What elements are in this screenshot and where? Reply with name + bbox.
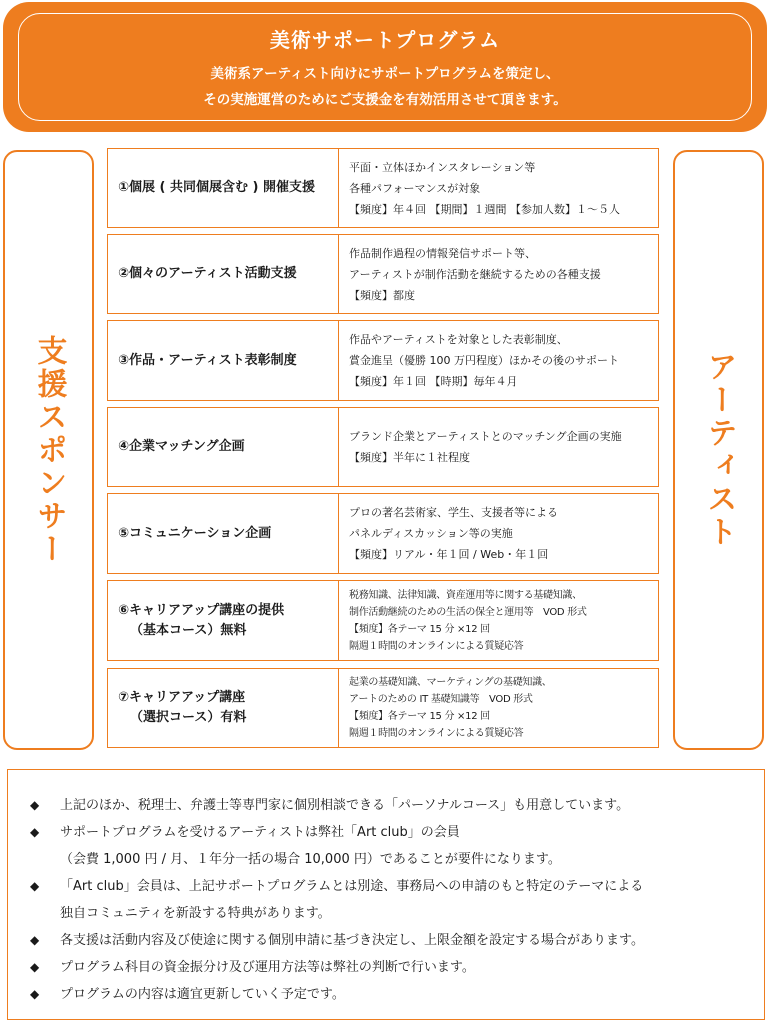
- program-name: [108, 669, 339, 747]
- program-detail-line: 【頻度】各テーマ 15 分 ×12 回: [349, 711, 490, 722]
- diamond-bullet-icon: ◆: [30, 933, 40, 947]
- note-line: プログラムの内容は適宜更新していく予定です。: [60, 987, 345, 1002]
- program-name-line: ④企業マッチング企画: [118, 439, 245, 454]
- note-line: サポートプログラムを受けるアーティストは弊社「Art club」の会員: [60, 825, 460, 840]
- note-line: 独自コミュニティを新設する特典があります。: [60, 906, 331, 921]
- program-name-line: ⑥キャリアアップ講座の提供: [118, 602, 285, 618]
- program-detail-line: 作品制作過程の情報発信サポート等、: [349, 246, 536, 260]
- note-item: [26, 819, 764, 873]
- program-subtitle-line: 美術系アーティスト向けにサポートプログラムを策定し、: [210, 66, 560, 82]
- program-detail-line: 【頻度】各テーマ 15 分 ×12 回: [349, 623, 490, 635]
- program-name-line: ⑤コミュニケーション企画: [118, 525, 272, 541]
- program-name-line: （選択コース）有料: [130, 710, 247, 725]
- program-title: 美術サポートプログラム: [269, 28, 501, 52]
- program-row: [107, 580, 659, 661]
- program-detail-line: プロの著名芸術家、学生、支援者等による: [349, 506, 558, 519]
- program-detail-line: 制作活動継続のための生活の保全と運用等 VOD 形式: [349, 606, 587, 618]
- program-subtitle: [19, 61, 751, 113]
- program-detail-line: 【頻度】年１回 【時期】毎年４月: [349, 375, 518, 388]
- program-name: [108, 321, 339, 400]
- program-detail-line: 税務知識、法律知識、資産運用等に関する基礎知識、: [349, 589, 582, 601]
- program-header: [3, 2, 767, 132]
- program-header-frame: [18, 13, 752, 121]
- note-line: 「Art club」会員は、上記サポートプログラムとは別途、事務局への申請のもと特定のテーマによる: [60, 879, 644, 894]
- program-detail-line: 隔週１時間のオンラインによる質疑応答: [349, 728, 524, 739]
- notes-box: [7, 769, 765, 1020]
- program-detail-line: 賞金進呈（優勝 100 万円程度）ほかその後のサポート: [349, 354, 619, 367]
- program-detail-line: 【頻度】都度: [349, 288, 415, 302]
- program-name-line: （基本コース）無料: [130, 622, 247, 638]
- note-item: [26, 954, 764, 981]
- program-row: [107, 320, 659, 401]
- program-detail-line: 各種パフォーマンスが対象: [349, 181, 481, 195]
- sponsor-label: 支援スポンサー: [31, 334, 67, 566]
- program-details: [339, 581, 658, 660]
- note-item: [26, 792, 764, 819]
- program-detail-line: 平面・立体ほかインスタレーション等: [349, 160, 536, 174]
- note-item: [26, 873, 764, 927]
- sponsor-panel: [3, 150, 94, 750]
- program-details: [339, 669, 658, 747]
- diamond-bullet-icon: ◆: [30, 987, 40, 1001]
- program-detail-line: アートのための IT 基礎知識等 VOD 形式: [349, 694, 533, 705]
- note-line: 上記のほか、税理士、弁護士等専門家に個別相談できる「パーソナルコース」も用意しています。: [60, 798, 630, 813]
- program-name: [108, 149, 339, 227]
- diamond-bullet-icon: ◆: [30, 879, 40, 893]
- program-name-line: ②個々のアーティスト活動支援: [118, 266, 297, 281]
- program-details: [339, 494, 658, 573]
- program-name: [108, 581, 339, 660]
- note-item: [26, 927, 764, 954]
- diamond-bullet-icon: ◆: [30, 960, 40, 974]
- program-detail-line: 起業の基礎知識、マーケティングの基礎知識、: [349, 677, 552, 688]
- program-row: [107, 668, 659, 748]
- program-name: [108, 408, 339, 486]
- program-row: [107, 148, 659, 228]
- program-detail-line: 【頻度】年４回 【期間】１週間 【参加人数】１～５人: [349, 202, 620, 216]
- note-line: プログラム科目の資金振分け及び運用方法等は弊社の判断で行います。: [60, 960, 475, 975]
- note-line: 各支援は活動内容及び使途に関する個別申請に基づき決定し、上限金額を設定する場合があります。: [60, 933, 644, 948]
- program-detail-line: アーティストが制作活動を継続するための各種支援: [349, 267, 601, 281]
- diamond-bullet-icon: ◆: [30, 825, 40, 839]
- program-detail-line: 作品やアーティストを対象とした表彰制度、: [349, 333, 568, 346]
- program-name-line: ⑦キャリアアップ講座: [118, 690, 246, 705]
- program-name-line: ①個展 ( 共同個展含む ) 開催支援: [118, 180, 315, 195]
- diamond-bullet-icon: ◆: [30, 798, 40, 812]
- program-name-line: ③作品・アーティスト表彰制度: [118, 352, 297, 368]
- program-detail-line: ブランド企業とアーティストとのマッチング企画の実施: [349, 430, 622, 443]
- program-detail-line: 【頻度】リアル・年１回 / Web・年１回: [349, 548, 549, 561]
- note-item: [26, 981, 764, 1008]
- program-detail-line: 隔週１時間のオンラインによる質疑応答: [349, 640, 524, 652]
- program-subtitle-line: その実施運営のためにご支援金を有効活用させて頂きます。: [203, 92, 567, 108]
- program-details: [339, 408, 658, 486]
- program-row: [107, 234, 659, 314]
- program-name: [108, 494, 339, 573]
- artist-label: アーティスト: [701, 351, 737, 549]
- program-detail-line: パネルディスカッション等の実施: [349, 527, 513, 540]
- program-row: [107, 493, 659, 574]
- program-details: [339, 235, 658, 313]
- program-details: [339, 321, 658, 400]
- program-name: [108, 235, 339, 313]
- artist-panel: [673, 150, 764, 750]
- program-row: [107, 407, 659, 487]
- program-detail-line: 【頻度】半年に１社程度: [349, 451, 470, 464]
- program-details: [339, 149, 658, 227]
- note-line: （会費 1,000 円 / 月、１年分一括の場合 10,000 円）であることが要件になります。: [60, 852, 561, 867]
